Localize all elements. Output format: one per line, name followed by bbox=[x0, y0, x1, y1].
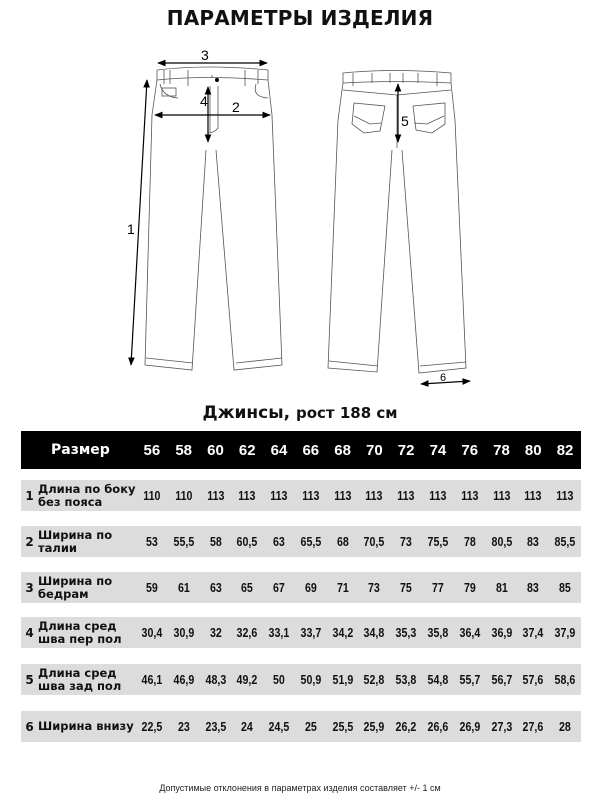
value-cell: 22,5 bbox=[141, 719, 163, 734]
value-cell: 113 bbox=[429, 488, 447, 503]
value-cell: 83 bbox=[527, 580, 540, 595]
value-cell: 36,9 bbox=[491, 625, 512, 640]
value-cell: 23,5 bbox=[205, 719, 226, 734]
value-cell: 63 bbox=[209, 580, 222, 595]
value-cell: 33,1 bbox=[268, 625, 290, 640]
value-cell: 113 bbox=[206, 488, 225, 503]
value-cell: 113 bbox=[365, 488, 383, 503]
value-cell: 113 bbox=[302, 488, 320, 503]
value-cell: 34,8 bbox=[364, 625, 385, 640]
value-cell: 30,4 bbox=[141, 625, 163, 640]
value-cell: 57,6 bbox=[522, 672, 544, 687]
product-subtitle bbox=[0, 403, 600, 423]
value-cell: 85 bbox=[559, 580, 571, 595]
row-number: 6 bbox=[25, 719, 34, 734]
jeans-measurement-diagram bbox=[0, 40, 600, 400]
value-cell: 37,9 bbox=[554, 625, 576, 640]
value-cell: 34,2 bbox=[332, 625, 353, 640]
value-cell: 73 bbox=[400, 534, 413, 549]
measurement-name: Длина сред шва пер пол bbox=[38, 618, 122, 646]
size-col: 60 bbox=[207, 441, 224, 459]
value-cell: 46,9 bbox=[173, 672, 195, 687]
value-cell: 59 bbox=[145, 580, 158, 595]
table-row bbox=[21, 617, 581, 648]
value-cell: 30,9 bbox=[173, 625, 195, 640]
value-cell: 32,6 bbox=[236, 625, 258, 640]
value-cell: 33,7 bbox=[300, 625, 322, 640]
size-col: 62 bbox=[238, 441, 256, 459]
label-6: 6 bbox=[440, 372, 447, 384]
value-cell: 83 bbox=[527, 534, 540, 549]
value-cell: 56,7 bbox=[491, 672, 512, 687]
value-cell: 27,3 bbox=[491, 719, 512, 734]
value-cell: 65 bbox=[241, 580, 254, 595]
value-cell: 80,5 bbox=[491, 534, 512, 549]
value-cell: 28 bbox=[559, 719, 571, 734]
value-cell: 81 bbox=[495, 580, 508, 595]
size-table bbox=[21, 431, 581, 734]
measurement-name: Длина сред шва зад пол bbox=[38, 665, 122, 693]
value-cell: 52,8 bbox=[364, 672, 385, 687]
product-height: рост 188 см bbox=[296, 404, 398, 422]
value-cell: 70,5 bbox=[364, 534, 385, 549]
label-3: 3 bbox=[201, 47, 209, 63]
size-col: 82 bbox=[556, 441, 574, 459]
label-5: 5 bbox=[401, 113, 409, 129]
value-cell: 68 bbox=[336, 534, 349, 549]
table-row bbox=[21, 572, 581, 603]
value-cell: 110 bbox=[175, 488, 193, 503]
size-col: 76 bbox=[461, 441, 479, 459]
value-cell: 46,1 bbox=[141, 672, 163, 687]
value-cell: 26,2 bbox=[395, 719, 417, 734]
table-row bbox=[21, 711, 581, 742]
value-cell: 113 bbox=[461, 488, 479, 503]
front-view bbox=[145, 67, 282, 370]
value-cell: 51,9 bbox=[332, 672, 353, 687]
value-cell: 58 bbox=[209, 534, 222, 549]
value-cell: 67 bbox=[273, 580, 285, 595]
value-cell: 63 bbox=[273, 534, 285, 549]
value-cell: 69 bbox=[304, 580, 317, 595]
value-cell: 24 bbox=[241, 719, 254, 734]
value-cell: 71 bbox=[336, 580, 349, 595]
value-cell: 77 bbox=[432, 580, 444, 595]
size-col: 80 bbox=[524, 441, 542, 459]
row-number: 3 bbox=[25, 580, 34, 595]
measurement-name: Ширина по талии bbox=[38, 527, 113, 555]
value-cell: 113 bbox=[270, 488, 288, 503]
value-cell: 26,9 bbox=[459, 719, 481, 734]
value-cell: 58,6 bbox=[554, 672, 576, 687]
value-cell: 61 bbox=[177, 580, 190, 595]
value-cell: 55,5 bbox=[173, 534, 195, 549]
size-col: 74 bbox=[429, 441, 447, 459]
value-cell: 49,2 bbox=[236, 672, 258, 687]
back-view bbox=[328, 71, 466, 374]
value-cell: 27,6 bbox=[522, 719, 544, 734]
value-cell: 113 bbox=[556, 488, 574, 503]
value-cell: 35,8 bbox=[427, 625, 449, 640]
value-cell: 113 bbox=[238, 488, 256, 503]
table-row bbox=[21, 664, 581, 695]
value-cell: 110 bbox=[143, 488, 161, 503]
value-cell: 65,5 bbox=[300, 534, 322, 549]
value-cell: 79 bbox=[463, 580, 476, 595]
header-label-size: Размер bbox=[51, 442, 110, 458]
value-cell: 113 bbox=[524, 488, 542, 503]
value-cell: 26,6 bbox=[427, 719, 449, 734]
size-col: 68 bbox=[334, 441, 351, 459]
value-cell: 50,9 bbox=[300, 672, 322, 687]
value-cell: 113 bbox=[492, 488, 511, 503]
row-number: 1 bbox=[25, 488, 34, 503]
size-col: 58 bbox=[175, 441, 193, 459]
value-cell: 36,4 bbox=[459, 625, 481, 640]
value-cell: 23 bbox=[177, 719, 190, 734]
size-col: 78 bbox=[493, 441, 510, 459]
measurement-name: Ширина по бедрам bbox=[38, 573, 113, 601]
measurement-name: Ширина внизу bbox=[38, 719, 134, 733]
value-cell: 37,4 bbox=[522, 625, 544, 640]
value-cell: 54,8 bbox=[427, 672, 449, 687]
value-cell: 113 bbox=[333, 488, 352, 503]
value-cell: 85,5 bbox=[554, 534, 576, 549]
row-number: 5 bbox=[25, 672, 34, 687]
value-cell: 50 bbox=[273, 672, 285, 687]
size-col: 64 bbox=[270, 441, 288, 459]
value-cell: 25,5 bbox=[332, 719, 353, 734]
label-1: 1 bbox=[127, 221, 135, 237]
size-col: 56 bbox=[143, 441, 161, 459]
label-4: 4 bbox=[200, 93, 208, 109]
measurement-name: Длина по боку без пояса bbox=[38, 481, 136, 509]
size-col: 70 bbox=[366, 441, 383, 459]
product-name: Джинсы, bbox=[202, 403, 291, 423]
value-cell: 24,5 bbox=[268, 719, 290, 734]
value-cell: 75,5 bbox=[427, 534, 449, 549]
size-table-header bbox=[21, 431, 581, 469]
value-cell: 35,3 bbox=[395, 625, 417, 640]
value-cell: 78 bbox=[463, 534, 476, 549]
value-cell: 55,7 bbox=[459, 672, 481, 687]
button-icon bbox=[215, 78, 219, 82]
value-cell: 48,3 bbox=[205, 672, 226, 687]
page-title: ПАРАМЕТРЫ ИЗДЕЛИЯ bbox=[166, 6, 434, 30]
value-cell: 53,8 bbox=[395, 672, 417, 687]
value-cell: 75 bbox=[400, 580, 413, 595]
size-col: 66 bbox=[302, 441, 320, 459]
value-cell: 73 bbox=[368, 580, 381, 595]
tolerance-footnote: Допустимые отклонения в параметрах изделия составляет +/- 1 см bbox=[159, 783, 441, 793]
table-row bbox=[21, 526, 581, 557]
value-cell: 113 bbox=[397, 488, 415, 503]
value-cell: 25,9 bbox=[364, 719, 385, 734]
label-2: 2 bbox=[232, 99, 240, 115]
row-number: 2 bbox=[25, 534, 34, 549]
value-cell: 32 bbox=[209, 625, 222, 640]
value-cell: 60,5 bbox=[236, 534, 258, 549]
row-number: 4 bbox=[25, 625, 34, 640]
size-col: 72 bbox=[397, 441, 415, 459]
value-cell: 25 bbox=[304, 719, 317, 734]
value-cell: 53 bbox=[145, 534, 158, 549]
table-row bbox=[21, 480, 581, 511]
